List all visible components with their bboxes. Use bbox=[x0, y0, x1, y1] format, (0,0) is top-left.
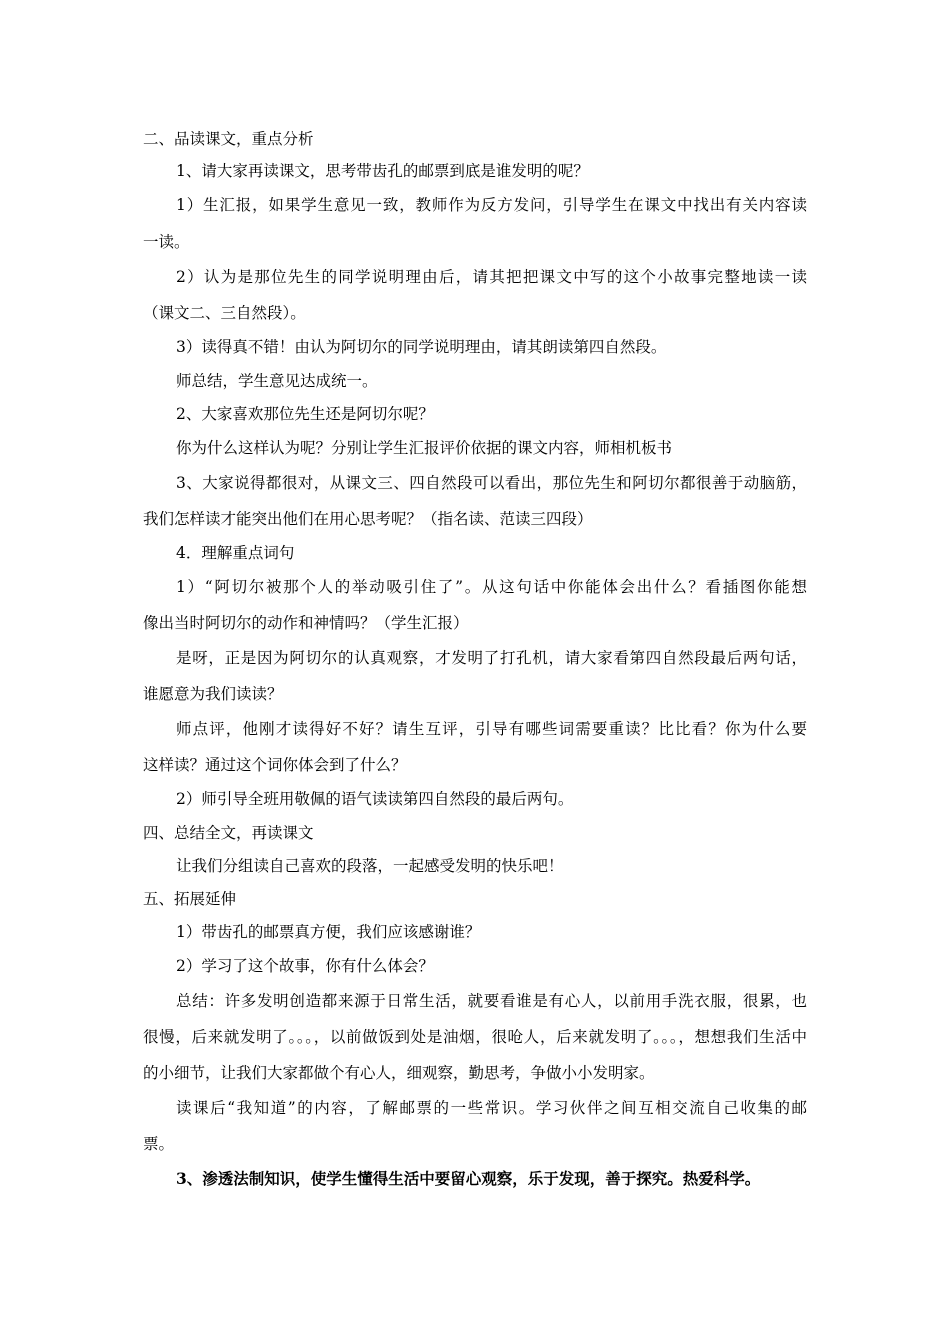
paragraph-line: 读课后“我知道”的内容，了解邮票的一些常识。学习伙伴之间互相交流自己收集的邮 bbox=[176, 1099, 807, 1117]
section-heading-5: 五、拓展延伸 bbox=[143, 890, 237, 908]
paragraph-line: 2）学习了这个故事，你有什么体会？ bbox=[176, 957, 434, 975]
paragraph-line: 我们怎样读才能突出他们在用心思考呢？（指名读、范读三四段） bbox=[143, 510, 593, 528]
paragraph-line: 让我们分组读自己喜欢的段落，一起感受发明的快乐吧！ bbox=[176, 857, 564, 875]
paragraph-line: 1）带齿孔的邮票真方便，我们应该感谢谁？ bbox=[176, 923, 481, 941]
paragraph-line: 这样读？通过这个词你体会到了什么？ bbox=[143, 756, 407, 774]
section-heading-2: 二、品读课文，重点分析 bbox=[143, 130, 314, 148]
paragraph-line: 谁愿意为我们读读？ bbox=[143, 685, 283, 703]
section-heading-4: 四、总结全文，再读课文 bbox=[143, 824, 314, 842]
question-2: 2、大家喜欢那位先生还是阿切尔呢？ bbox=[176, 405, 434, 423]
paragraph-line: 你为什么这样认为呢？分别让学生汇报评价依据的课文内容，师相机板书 bbox=[176, 439, 673, 457]
paragraph-line: 2）师引导全班用敬佩的语气读读第四自然段的最后两句。 bbox=[176, 790, 574, 808]
paragraph-line: 是呀，正是因为阿切尔的认真观察，才发明了打孔机，请大家看第四自然段最后两句话， bbox=[176, 649, 807, 667]
question-1: 1、请大家再读课文，思考带齿孔的邮票到底是谁发明的呢？ bbox=[176, 162, 589, 180]
paragraph-line: 师总结，学生意见达成统一。 bbox=[176, 372, 378, 390]
paragraph-line: 一读。 bbox=[143, 233, 190, 251]
paragraph-line: 3）读得真不错！由认为阿切尔的同学说明理由，请其朗读第四自然段。 bbox=[176, 338, 667, 356]
paragraph-line: 像出当时阿切尔的动作和神情吗？（学生汇报） bbox=[143, 614, 469, 632]
paragraph-line: 1）生汇报，如果学生意见一致，教师作为反方发问，引导学生在课文中找出有关内容读 bbox=[176, 196, 807, 214]
summary-line: 的小细节，让我们大家都做个有心人，细观察，勤思考，争做小小发明家。 bbox=[143, 1064, 655, 1082]
summary-line: 总结：许多发明创造都来源于日常生活，就要看谁是有心人，以前用手洗衣服，很累，也 bbox=[176, 992, 807, 1010]
paragraph-line: 票。 bbox=[143, 1135, 175, 1153]
bold-objective-3: 3、渗透法制知识，使学生懂得生活中要留心观察，乐于发现，善于探究。热爱科学。 bbox=[176, 1169, 761, 1188]
paragraph-line: （课文二、三自然段）。 bbox=[143, 304, 306, 322]
subheading-4: 4．理解重点词句 bbox=[176, 544, 295, 562]
paragraph-line: 师点评，他刚才读得好不好？请生互评，引导有哪些词需要重读？比比看？你为什么要 bbox=[176, 720, 807, 738]
summary-line: 很慢，后来就发明了。。。，以前做饭到处是油烟，很呛人，后来就发明了。。。，想想我们生活中 bbox=[143, 1028, 807, 1046]
paragraph-line: 2）认为是那位先生的同学说明理由后，请其把把课文中写的这个小故事完整地读一读 bbox=[176, 268, 807, 286]
question-3: 3、大家说得都很对，从课文三、四自然段可以看出，那位先生和阿切尔都很善于动脑筋， bbox=[176, 474, 807, 492]
paragraph-line: 1）“阿切尔被那个人的举动吸引住了”。从这句话中你能体会出什么？看插图你能想 bbox=[176, 578, 807, 596]
